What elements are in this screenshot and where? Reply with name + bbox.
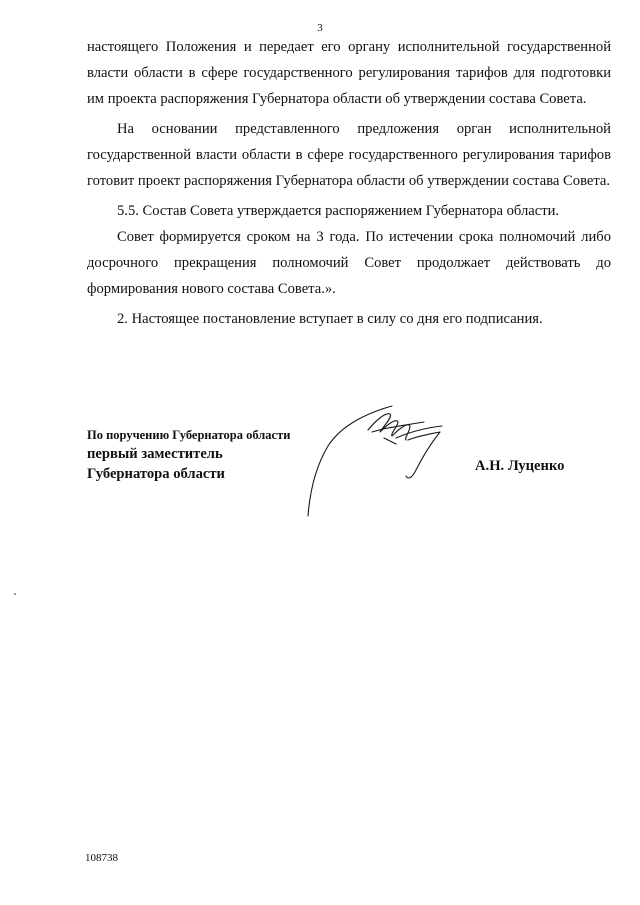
- paragraph-4: Совет формируется сроком на 3 года. По истечении срока полномочий либо досрочного прекращения полномочий Совет продолжает действовать до формирования нового состава Совета.».: [87, 229, 611, 297]
- signatory-position-line1: первый заместитель: [87, 446, 223, 462]
- handwritten-signature: [300, 398, 450, 518]
- page-number: 3: [317, 22, 323, 34]
- signatory-position-line2: Губернатора области: [87, 466, 225, 482]
- document-body: [87, 34, 611, 336]
- paragraph-5: 2. Настоящее постановление вступает в силу со дня его подписания.: [117, 311, 543, 327]
- signatory-authority: По поручению Губернатора области: [87, 428, 291, 442]
- paragraph-3: 5.5. Состав Совета утверждается распоряжением Губернатора области.: [117, 203, 560, 219]
- scan-speck: [14, 593, 16, 595]
- paragraph-2: На основании представленного предложения орган исполнительной государственной власти области в сфере государственного регулирования тарифов готовит проект распоряжения Губернатора области об утверждении состава Совета.: [87, 121, 611, 189]
- document-id: 108738: [85, 852, 118, 864]
- signature-block: [87, 426, 290, 484]
- signatory-name: А.Н. Луценко: [475, 458, 565, 474]
- paragraph-1: настоящего Положения и передает его органу исполнительной государственной власти области в сфере государственного регулирования тарифов для подготовки им проекта распоряжения Губернатора области об утверждении состава Совета.: [87, 39, 611, 107]
